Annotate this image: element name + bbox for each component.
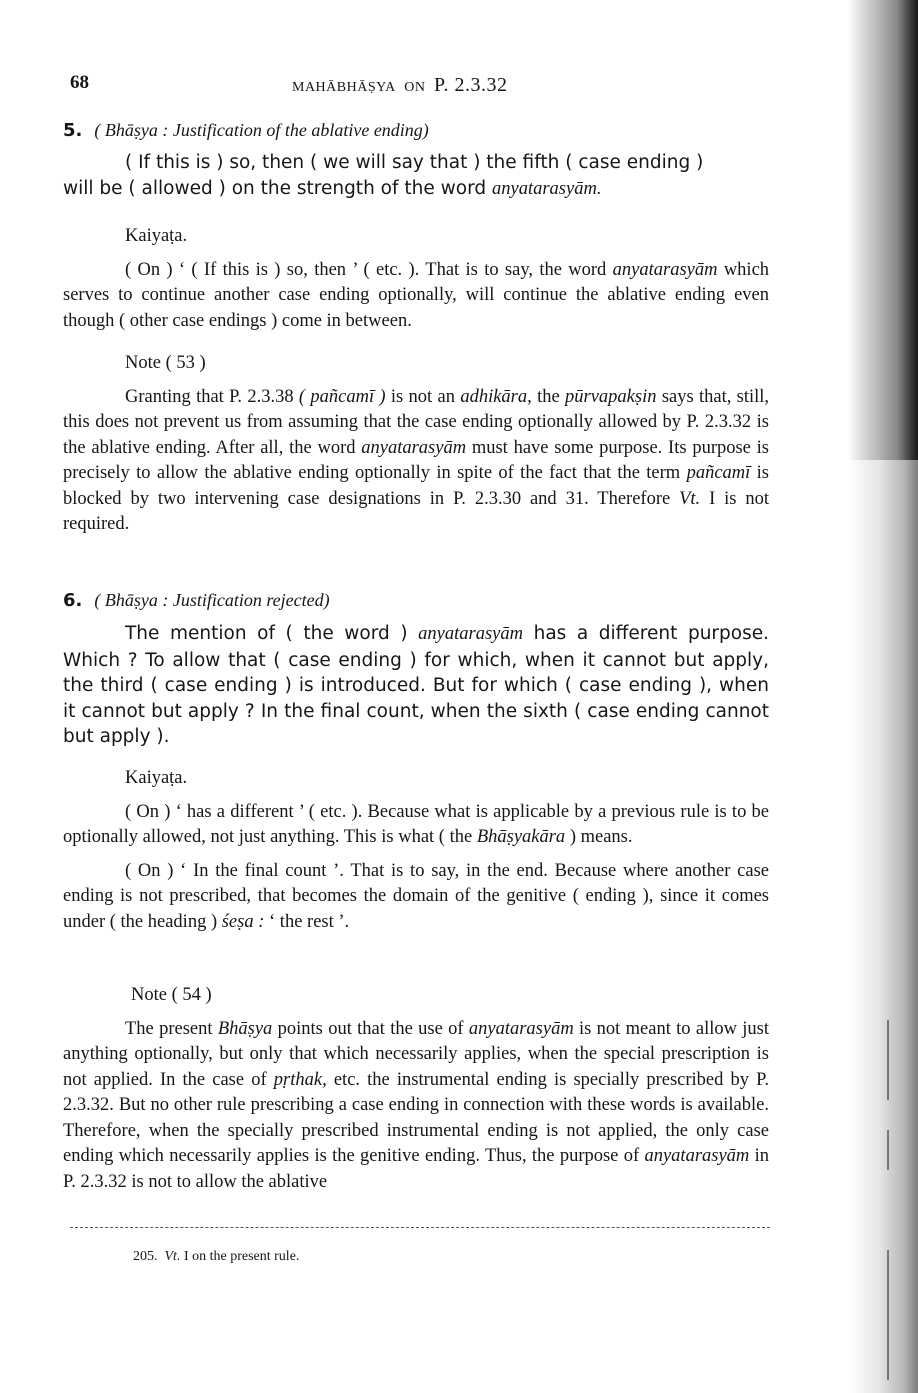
kaiyata-2-p1-term: Bhāṣyakāra [476, 827, 566, 847]
section-6-number: 6. [63, 590, 83, 611]
page-number: 68 [70, 72, 89, 93]
section-6-text-b: has a different purpose. Which ? To allow that ( case ending ) for which, when it cannot but apply, the third ( case ending ) is introduced. But for which ( case ending ), when it cannot but apply ? In the final count, when the sixth ( case ending cannot but apply ). [63, 623, 769, 747]
section-6-heading [63, 587, 769, 614]
kaiyata-2-paragraph-1 [63, 800, 769, 851]
footnote-text: I on the present rule. [183, 1249, 300, 1264]
note-53-text-a: Granting that P. 2.3.38 [125, 386, 294, 407]
kaiyata-1-label: Kaiyaṭa. [125, 226, 188, 246]
note-53-text-f: is blocked by two intervening case designations in P. 2.3.30 and 31. Therefore [63, 463, 770, 509]
section-6-paragraph [63, 621, 769, 750]
note-54-term-a: Bhāṣya [217, 1018, 273, 1039]
note-53-text-e: must have some purpose. Its purpose is precisely to allow the ablative ending optionally in spite of the fact that the term [63, 437, 769, 483]
note-53-text-g: I is not required. [63, 488, 770, 534]
kaiyata-2-p2-term: śeṣa : [221, 911, 265, 932]
note-53-term-d: anyatarasyām [361, 437, 467, 458]
note-54-text-b: points out that the use of [277, 1018, 464, 1039]
note-53-text-b: is not an [390, 386, 455, 407]
note-53-text-d: says that, still, this does not prevent us from assuming that the case ending optionally allowed by P. 2.3.32 is the ablative ending. After all, the word [63, 386, 770, 458]
running-title-main: MAHĀBHĀṢYA [292, 80, 396, 95]
note-54-term-c: pṛthak, [273, 1069, 327, 1090]
running-title [292, 74, 507, 97]
note-53-term-b: adhikāra, [460, 386, 532, 407]
section-6-term: anyatarasyām [418, 624, 523, 644]
running-header [70, 72, 770, 98]
note-53-label: Note ( 53 ) [125, 353, 206, 373]
section-5-heading [63, 117, 769, 144]
section-6 [63, 587, 769, 750]
note-54-text-a: The present [125, 1018, 213, 1039]
kaiyata-2-p2-text-a: ( On ) ‘ In the final count ’. That is to say, in the end. Because where another case ending is not prescribed, that becomes the domain of the genitive ( ending ), since it comes under ( the heading ) [63, 860, 769, 932]
footnote-rule [70, 1227, 770, 1228]
footnote-number: 205. [133, 1249, 158, 1264]
section-5-word: anyatarasyām. [492, 178, 602, 199]
running-title-ref: P. 2.3.32 [434, 74, 508, 96]
footnote-ref: Vt. [164, 1249, 181, 1264]
note-54-term-b: anyatarasyām [468, 1018, 574, 1039]
page-edge-mark [887, 1130, 889, 1170]
note-53-term-c: pūrvapakṣin [565, 386, 657, 407]
note-54-term-d: anyatarasyām [644, 1146, 750, 1166]
section-6-text-a: The mention of ( the word ) [125, 623, 408, 644]
note-54 [63, 983, 769, 1195]
section-5-body [63, 150, 769, 202]
page-edge-shadow-dark [848, 0, 918, 460]
note-53-term-f: Vt. [679, 488, 701, 509]
kaiyata-2 [63, 766, 769, 935]
note-53-term-a: ( pañcamī ) [298, 386, 386, 407]
section-5-line-2-text: will be ( allowed ) on the strength of the word [63, 177, 487, 199]
section-5-title: ( Bhāṣya : Justification of the ablative ending) [94, 120, 429, 140]
note-54-text-d: etc. the instrumental ending is specially prescribed by P. 2.3.32. But no other rule prescribing a case ending in connection with these words is available. Therefore, when the specially prescribed instrumental ending is not applied, the only case ending which necessarily applies is the genitive ending. Thus, the purpose of [63, 1069, 770, 1166]
kaiyata-1-text-a: ( On ) ‘ ( If this is ) so, then ’ ( etc. ). That is to say, the word [125, 259, 607, 280]
kaiyata-2-p1-text-a: ( On ) ‘ has a different ’ ( etc. ). Because what is applicable by a previous rule is to be optionally allowed, not just anything. This is what ( the [63, 801, 769, 847]
kaiyata-2-p2-text-b: ‘ the rest ’. [269, 911, 350, 932]
note-54-text-c: is not meant to allow just anything optionally, but only that which necessarily applies, when the special prescription is not applied. In the case of [63, 1018, 770, 1090]
page-edge-mark [887, 1250, 889, 1380]
note-54-text-e: in P. 2.3.32 is not to allow the ablative [63, 1146, 770, 1192]
section-5 [63, 117, 769, 202]
running-title-on: ON [404, 80, 426, 95]
section-5-number: 5. [63, 120, 83, 141]
note-53-term-e: pañcamī [686, 463, 751, 483]
note-54-paragraph [63, 1017, 769, 1196]
note-53 [63, 351, 769, 538]
kaiyata-1-text-b: which serves to continue another case ending optionally, will continue the ablative ending even though ( other case endings ) come in between. [63, 259, 770, 331]
kaiyata-2-paragraph-2 [63, 859, 769, 936]
section-5-line-1: ( If this is ) so, then ( we will say that ) the fifth ( case ending ) [125, 152, 704, 173]
kaiyata-2-label: Kaiyaṭa. [125, 768, 188, 788]
section-6-title: ( Bhāṣya : Justification rejected) [94, 590, 330, 610]
kaiyata-1-term: anyatarasyām [612, 259, 718, 280]
note-53-text-c: the [537, 386, 560, 407]
note-54-label: Note ( 54 ) [131, 985, 212, 1005]
kaiyata-1 [63, 224, 769, 334]
page-edge-mark [887, 1020, 889, 1100]
section-5-line-2 [63, 176, 769, 203]
note-53-paragraph [63, 385, 769, 538]
kaiyata-1-paragraph [63, 258, 769, 335]
footnote [133, 1249, 299, 1265]
kaiyata-2-p1-text-b: ) means. [569, 827, 633, 847]
